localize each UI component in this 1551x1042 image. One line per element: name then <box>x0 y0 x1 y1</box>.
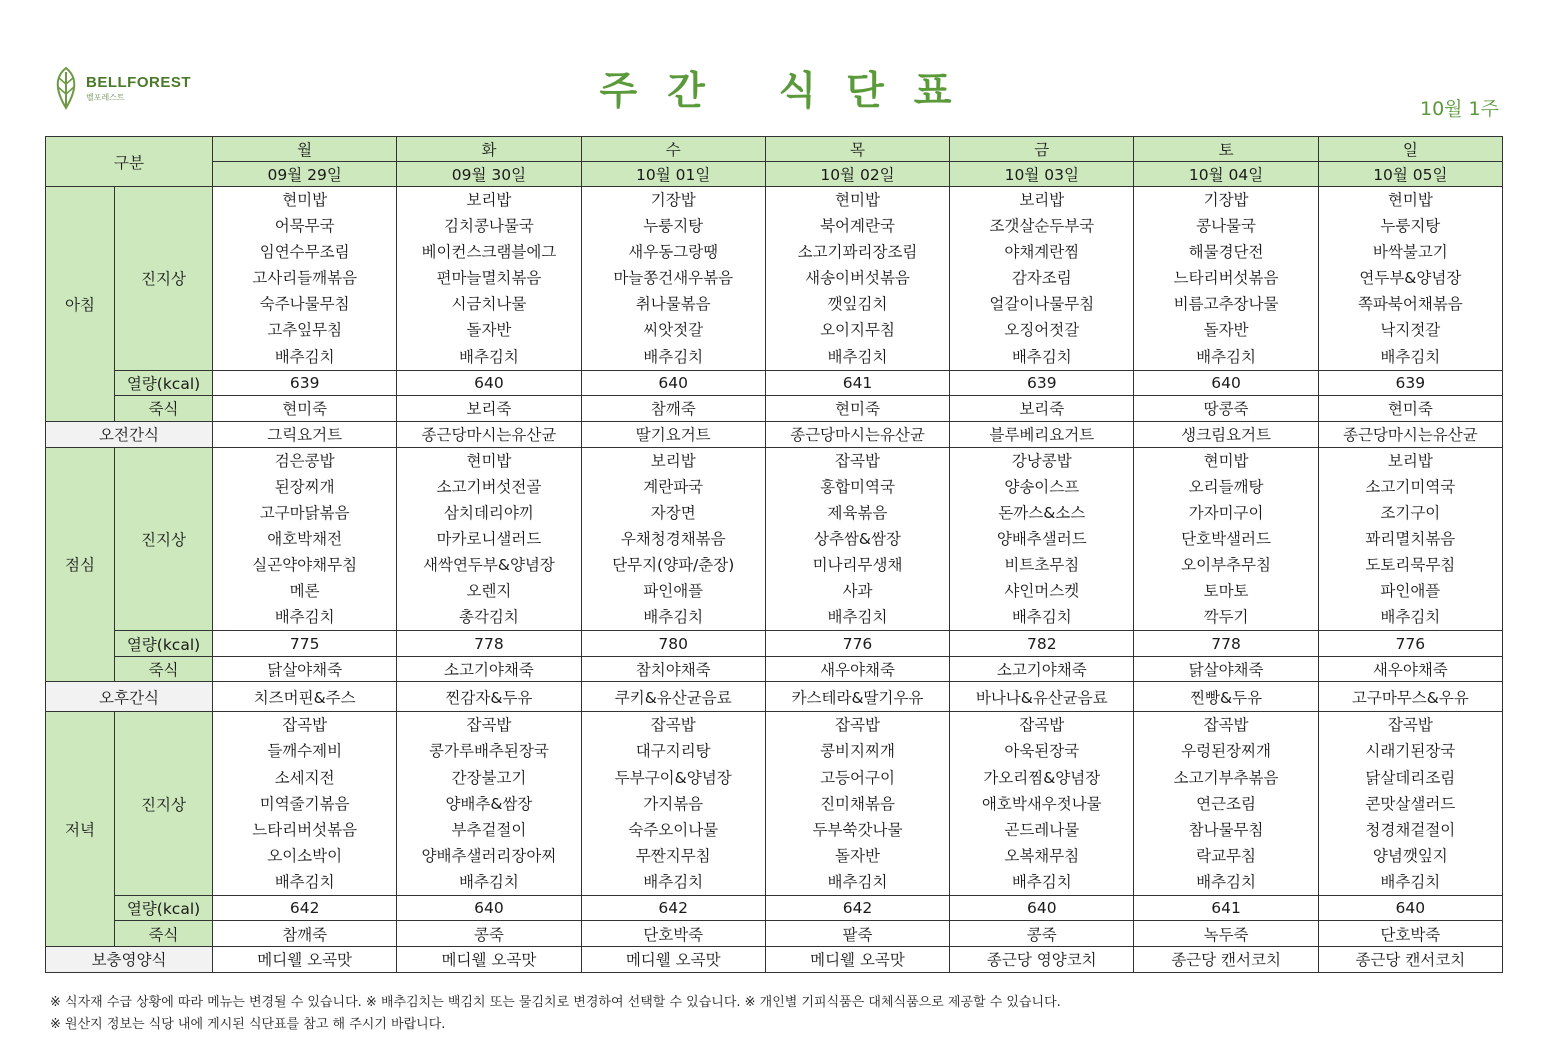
page-title: 주간 식단표 <box>599 69 982 114</box>
menu-item: 잡곡밥 <box>835 716 880 735</box>
menu-item: 소세지전 <box>274 768 335 787</box>
menu-item: 현미밥 <box>835 191 880 209</box>
menu-item: 배추김치 <box>643 608 704 627</box>
menu-item: 소고기버섯전골 <box>436 477 542 496</box>
kcal-value: 640 <box>581 370 765 396</box>
table-row <box>46 396 1503 422</box>
table-row <box>46 712 1503 896</box>
menu-cell <box>397 187 581 371</box>
menu-cell <box>950 712 1134 896</box>
supplement-value: 종근당 캔서코치 <box>1134 946 1318 972</box>
menu-item: 배추김치 <box>1011 872 1072 891</box>
menu-cell <box>213 712 397 896</box>
menu-item: 잡곡밥 <box>1203 716 1249 735</box>
porridge-value: 닭살야채죽 <box>213 656 397 682</box>
menu-item: 연근조림 <box>1196 794 1257 813</box>
menu-item: 비름고추장나물 <box>1173 295 1279 314</box>
menu-cell <box>1318 447 1502 631</box>
menu-item: 소고기미역국 <box>1365 477 1456 496</box>
menu-item: 애호박새우젓나물 <box>981 794 1102 813</box>
menu-item: 바싹불고기 <box>1372 243 1448 262</box>
header-date: 10월 02일 <box>765 162 949 187</box>
menu-item: 마늘쫑건새우볶음 <box>613 269 734 288</box>
row-label-am_snack: 오전간식 <box>46 421 213 447</box>
table-row <box>46 187 1503 371</box>
menu-item: 양배추샐러리장아찌 <box>421 846 557 865</box>
menu-cell <box>213 447 397 631</box>
supplement-value: 메디웰 오곡맛 <box>765 946 949 972</box>
menu-item: 해물경단전 <box>1188 243 1264 262</box>
menu-item: 보리밥 <box>650 451 696 470</box>
kcal-value: 641 <box>765 370 949 396</box>
header-day: 월 <box>213 137 397 162</box>
menu-item: 오징어젓갈 <box>1004 321 1080 340</box>
menu-item: 현미밥 <box>1387 191 1433 209</box>
supplement-value: 종근당 영양코치 <box>950 946 1134 972</box>
kcal-value: 640 <box>397 370 581 396</box>
menu-item: 베이컨스크램블에그 <box>421 243 557 262</box>
menu-item: 강낭콩밥 <box>1011 451 1072 470</box>
porridge-label: 죽식 <box>115 656 213 682</box>
menu-item: 애호박채전 <box>267 529 343 548</box>
kcal-label: 열량(kcal) <box>115 631 213 657</box>
menu-item: 편마늘멸치볶음 <box>436 269 542 288</box>
menu-item: 된장찌개 <box>274 477 335 496</box>
menu-item: 오렌지 <box>466 582 512 601</box>
menu-item: 배추김치 <box>1011 608 1072 627</box>
menu-item: 콩나물국 <box>1196 217 1257 236</box>
menu-cell <box>1318 712 1502 896</box>
pm_snack-value: 찐감자&두유 <box>397 682 581 712</box>
menu-item: 오이소박이 <box>267 846 343 865</box>
menu-item: 홍합미역국 <box>820 477 895 496</box>
menu-item: 배추김치 <box>827 347 888 366</box>
menu-item: 우렁된장찌개 <box>1181 742 1271 761</box>
menu-item: 배추김치 <box>274 347 335 366</box>
menu-item: 얼갈이나물무침 <box>989 295 1095 314</box>
menu-item: 자장면 <box>650 503 696 522</box>
am_snack-value: 종근당마시는유산균 <box>397 421 581 447</box>
menu-item: 배추김치 <box>274 872 335 891</box>
menu-item: 새싹연두부&양념장 <box>423 556 555 575</box>
menu-item: 김치콩나물국 <box>444 217 534 236</box>
kcal-value: 640 <box>1134 370 1318 396</box>
kcal-value: 639 <box>213 370 397 396</box>
menu-item: 북어계란국 <box>820 217 895 236</box>
menu-item: 배추김치 <box>458 872 519 891</box>
kcal-value: 776 <box>1318 631 1502 657</box>
menu-item: 파인애플 <box>643 582 704 601</box>
menu-item: 실곤약야채무침 <box>252 556 358 575</box>
porridge-value: 소고기야채죽 <box>397 656 581 682</box>
menu-item: 보리밥 <box>1387 451 1433 470</box>
menu-item: 소고기꽈리장조림 <box>797 243 918 262</box>
menu-item: 가지볶음 <box>643 794 704 813</box>
menu-item: 누룽지탕 <box>1380 217 1441 236</box>
menu-item: 토마토 <box>1203 582 1249 601</box>
table-row <box>46 656 1503 682</box>
menu-item: 어묵무국 <box>274 217 335 236</box>
menu-cell <box>765 187 949 371</box>
menu-item: 잡곡밥 <box>466 716 512 735</box>
kcal-value: 780 <box>581 631 765 657</box>
menu-item: 배추김치 <box>643 347 704 366</box>
pm_snack-value: 치즈머핀&주스 <box>213 682 397 712</box>
porridge-value: 보리죽 <box>397 396 581 422</box>
table-row <box>46 946 1503 972</box>
kcal-value: 782 <box>950 631 1134 657</box>
menu-item: 배추김치 <box>458 347 519 366</box>
kcal-value: 640 <box>1318 895 1502 921</box>
menu-item: 단호박샐러드 <box>1181 529 1271 548</box>
porridge-value: 팥죽 <box>765 921 949 947</box>
porridge-value: 닭살야채죽 <box>1134 656 1318 682</box>
menu-cell <box>765 447 949 631</box>
menu-item: 가오리찜&양념장 <box>983 768 1101 787</box>
porridge-label: 죽식 <box>115 921 213 947</box>
menu-item: 오이지무침 <box>820 321 895 340</box>
menu-cell <box>581 187 765 371</box>
brand-name: BELLFOREST <box>86 73 191 91</box>
porridge-value: 새우야채죽 <box>765 656 949 682</box>
porridge-value: 참깨죽 <box>581 396 765 422</box>
menu-item: 곤드레나물 <box>1004 820 1080 839</box>
porridge-value: 참깨죽 <box>213 921 397 947</box>
menu-cell <box>1134 447 1318 631</box>
kcal-value: 639 <box>1318 370 1502 396</box>
supplement-value: 메디웰 오곡맛 <box>397 946 581 972</box>
menu-item: 숙주오이나물 <box>628 820 719 839</box>
porridge-value: 단호박죽 <box>1318 921 1502 947</box>
menu-item: 잡곡밥 <box>835 451 880 470</box>
porridge-value: 녹두죽 <box>1134 921 1318 947</box>
supplement-value: 종근당 캔서코치 <box>1318 946 1502 972</box>
porridge-value: 현미죽 <box>213 396 397 422</box>
porridge-value: 땅콩죽 <box>1134 396 1318 422</box>
meal-label-dinner: 저녁 <box>46 712 115 947</box>
row-label-pm_snack: 오후간식 <box>46 682 213 712</box>
menu-cell <box>1134 187 1318 371</box>
kcal-value: 775 <box>213 631 397 657</box>
menu-item: 배추김치 <box>643 872 704 891</box>
brand-sub: 벨포레스트 <box>86 92 125 102</box>
menu-item: 조갯살순두부국 <box>989 217 1095 236</box>
kcal-value: 640 <box>950 895 1134 921</box>
menu-item: 우채청경채볶음 <box>620 529 726 548</box>
header-date: 10월 05일 <box>1318 162 1502 187</box>
header-date: 10월 03일 <box>950 162 1134 187</box>
menu-item: 계란파국 <box>643 477 704 496</box>
menu-item: 돌자반 <box>835 846 880 865</box>
header-day: 목 <box>765 137 949 162</box>
menu-item: 감자조림 <box>1011 269 1072 288</box>
main-label: 진지상 <box>115 447 213 631</box>
am_snack-value: 종근당마시는유산균 <box>765 421 949 447</box>
menu-cell <box>765 712 949 896</box>
menu-cell <box>581 447 765 631</box>
menu-item: 두부쑥갓나물 <box>812 820 903 839</box>
menu-item: 검은콩밥 <box>274 451 335 470</box>
table-row <box>46 631 1503 657</box>
menu-item: 미역줄기볶음 <box>259 794 350 813</box>
menu-item: 배추김치 <box>827 608 888 627</box>
menu-item: 기장밥 <box>1203 191 1249 209</box>
kcal-value: 640 <box>397 895 581 921</box>
menu-item: 콩가루배추된장국 <box>429 742 549 761</box>
menu-item: 느타리버섯볶음 <box>252 820 358 839</box>
header-day: 토 <box>1134 137 1318 162</box>
menu-item: 메론 <box>289 582 320 601</box>
menu-item: 꽈리멸치볶음 <box>1365 529 1456 548</box>
menu-item: 오이부추무침 <box>1181 556 1271 575</box>
menu-item: 잡곡밥 <box>282 716 328 735</box>
menu-item: 잡곡밥 <box>650 716 696 735</box>
menu-item: 느타리버섯볶음 <box>1173 269 1279 288</box>
porridge-value: 단호박죽 <box>581 921 765 947</box>
supplement-value: 메디웰 오곡맛 <box>581 946 765 972</box>
menu-item: 락교무침 <box>1196 846 1257 865</box>
table-row <box>46 921 1503 947</box>
menu-item: 돈까스&소스 <box>998 503 1086 522</box>
menu-item: 돌자반 <box>1203 321 1249 340</box>
menu-cell <box>581 712 765 896</box>
table-row <box>46 370 1503 396</box>
porridge-value: 보리죽 <box>950 396 1134 422</box>
menu-cell <box>950 447 1134 631</box>
menu-item: 취나물볶음 <box>635 295 711 314</box>
porridge-value: 현미죽 <box>765 396 949 422</box>
menu-item: 청경채겉절이 <box>1365 820 1456 839</box>
menu-item: 배추김치 <box>1011 347 1072 366</box>
menu-item: 배추김치 <box>827 872 888 891</box>
header-date: 10월 04일 <box>1134 162 1318 187</box>
menu-item: 배추김치 <box>274 608 335 627</box>
menu-item: 잡곡밥 <box>1019 716 1065 735</box>
porridge-value: 새우야채죽 <box>1318 656 1502 682</box>
menu-item: 배추김치 <box>1196 872 1257 891</box>
week-label: 10월 1주 <box>1419 98 1499 120</box>
menu-item: 무짠지무침 <box>635 846 711 865</box>
menu-item: 총각김치 <box>458 608 519 627</box>
menu-item: 숙주나물무침 <box>259 295 350 314</box>
kcal-value: 641 <box>1134 895 1318 921</box>
kcal-value: 778 <box>1134 631 1318 657</box>
pm_snack-value: 카스테라&딸기우유 <box>765 682 949 712</box>
table-row <box>46 137 1503 162</box>
menu-item: 양배추&쌈장 <box>445 794 533 813</box>
kcal-value: 642 <box>765 895 949 921</box>
pm_snack-value: 찐빵&두유 <box>1134 682 1318 712</box>
menu-item: 대구지리탕 <box>635 742 711 761</box>
menu-item: 단무지(양파/춘장) <box>612 556 735 575</box>
menu-item: 상추쌈&쌈장 <box>814 529 901 548</box>
porridge-label: 죽식 <box>115 396 213 422</box>
kcal-value: 642 <box>213 895 397 921</box>
menu-item: 가자미구이 <box>1188 503 1264 522</box>
menu-item: 야채계란찜 <box>1004 243 1080 262</box>
menu-item: 부추겉절이 <box>451 820 527 839</box>
menu-item: 아욱된장국 <box>1004 742 1080 761</box>
menu-item: 소고기부추볶음 <box>1173 768 1279 787</box>
menu-item: 기장밥 <box>650 191 696 209</box>
menu-item: 삼치데리야끼 <box>444 503 534 522</box>
header-gubun: 구분 <box>46 137 213 187</box>
menu-item: 현미밥 <box>282 191 328 209</box>
am_snack-value: 딸기요거트 <box>581 421 765 447</box>
menu-item: 샤인머스켓 <box>1004 582 1080 601</box>
menu-item: 배추김치 <box>1380 872 1441 891</box>
weekly-menu-table <box>45 136 1503 973</box>
porridge-value: 콩죽 <box>397 921 581 947</box>
menu-item: 배추김치 <box>1196 347 1257 366</box>
menu-item: 오리들깨탕 <box>1188 477 1264 496</box>
menu-item: 시래기된장국 <box>1365 742 1456 761</box>
menu-item: 양배추샐러드 <box>996 529 1087 548</box>
main-label: 진지상 <box>115 187 213 371</box>
menu-cell <box>397 712 581 896</box>
menu-item: 시금치나물 <box>451 295 527 314</box>
menu-item: 도토리묵무침 <box>1365 556 1456 575</box>
menu-item: 배추김치 <box>1380 347 1441 366</box>
menu-cell <box>1134 712 1318 896</box>
meal-label-lunch: 점심 <box>46 447 115 682</box>
menu-item: 들깨수제비 <box>267 742 343 761</box>
menu-item: 고추잎무침 <box>267 321 343 340</box>
note-line: ※ 식자재 수급 상황에 따라 메뉴는 변경될 수 있습니다. ※ 배추김치는 백김치 또는 물김치로 변경하여 선택할 수 있습니다. ※ 개인별 기피식품은 대체식품으로 제공할 수 있습니다. <box>50 995 1061 1010</box>
header-day: 수 <box>581 137 765 162</box>
table-row <box>46 895 1503 921</box>
header-date: 10월 01일 <box>581 162 765 187</box>
header-day: 화 <box>397 137 581 162</box>
am_snack-value: 생크림요거트 <box>1134 421 1318 447</box>
menu-cell <box>213 187 397 371</box>
menu-item: 배추김치 <box>1380 608 1441 627</box>
menu-item: 양념깻잎지 <box>1372 846 1448 865</box>
menu-cell <box>950 187 1134 371</box>
note-line: ※ 원산지 정보는 식당 내에 게시된 식단표를 참고 해 주시기 바랍니다. <box>50 1017 446 1032</box>
am_snack-value: 종근당마시는유산균 <box>1318 421 1502 447</box>
menu-item: 낙지젓갈 <box>1380 321 1441 340</box>
header-day: 일 <box>1318 137 1502 162</box>
menu-item: 현미밥 <box>466 451 512 470</box>
menu-item: 미나리무생채 <box>812 556 903 575</box>
menu-item: 파인애플 <box>1380 582 1441 601</box>
menu-item: 연두부&양념장 <box>1359 269 1462 288</box>
menu-item: 고구마닭볶음 <box>259 503 350 522</box>
menu-item: 콘맛살샐러드 <box>1365 794 1456 813</box>
menu-item: 닭살데리조림 <box>1365 768 1456 787</box>
menu-item: 잡곡밥 <box>1387 716 1433 735</box>
porridge-value: 콩죽 <box>950 921 1134 947</box>
meal-label-breakfast: 아침 <box>46 187 115 422</box>
menu-item: 두부구이&양념장 <box>614 768 732 787</box>
menu-cell <box>397 447 581 631</box>
menu-item: 깻잎김치 <box>827 295 888 314</box>
porridge-value: 소고기야채죽 <box>950 656 1134 682</box>
menu-item: 조기구이 <box>1380 503 1441 522</box>
pm_snack-value: 쿠키&유산균음료 <box>581 682 765 712</box>
menu-item: 콩비지찌개 <box>820 742 895 761</box>
menu-item: 새송이버섯볶음 <box>805 269 910 288</box>
main-label: 진지상 <box>115 712 213 896</box>
menu-item: 깍두기 <box>1203 608 1249 627</box>
menu-item: 참나물무침 <box>1188 820 1264 839</box>
menu-item: 보리밥 <box>466 191 512 209</box>
table-row <box>46 162 1503 187</box>
menu-item: 양송이스프 <box>1004 477 1080 496</box>
menu-cell <box>1318 187 1502 371</box>
menu-item: 보리밥 <box>1019 191 1065 209</box>
table-row <box>46 421 1503 447</box>
am_snack-value: 블루베리요거트 <box>950 421 1134 447</box>
porridge-value: 현미죽 <box>1318 396 1502 422</box>
menu-item: 현미밥 <box>1203 451 1249 470</box>
menu-item: 비트초무침 <box>1004 556 1080 575</box>
menu-item: 오복채무침 <box>1004 846 1080 865</box>
supplement-value: 메디웰 오곡맛 <box>213 946 397 972</box>
menu-item: 진미채볶음 <box>820 794 895 813</box>
menu-item: 돌자반 <box>466 321 512 340</box>
menu-item: 임연수무조림 <box>259 243 350 262</box>
notes <box>50 992 1061 1036</box>
header-date: 09월 29일 <box>213 162 397 187</box>
header-day: 금 <box>950 137 1134 162</box>
row-label-supplement: 보충영양식 <box>46 946 213 972</box>
menu-item: 마카로니샐러드 <box>436 529 542 548</box>
header-date: 09월 30일 <box>397 162 581 187</box>
am_snack-value: 그릭요거트 <box>213 421 397 447</box>
kcal-label: 열량(kcal) <box>115 895 213 921</box>
table-row <box>46 447 1503 631</box>
menu-item: 고사리들깨볶음 <box>252 269 358 288</box>
menu-item: 간장불고기 <box>451 768 527 787</box>
menu-item: 씨앗젓갈 <box>643 321 704 340</box>
porridge-value: 참치야채죽 <box>581 656 765 682</box>
menu-item: 사과 <box>842 582 873 601</box>
menu-item: 새우동그랑땡 <box>628 243 719 262</box>
pm_snack-value: 바나나&유산균음료 <box>950 682 1134 712</box>
kcal-value: 778 <box>397 631 581 657</box>
pm_snack-value: 고구마무스&우유 <box>1318 682 1502 712</box>
kcal-label: 열량(kcal) <box>115 370 213 396</box>
menu-item: 제육볶음 <box>827 503 888 522</box>
kcal-value: 639 <box>950 370 1134 396</box>
menu-item: 누룽지탕 <box>643 217 704 236</box>
menu-item: 고등어구이 <box>820 768 895 787</box>
table-row <box>46 682 1503 712</box>
kcal-value: 642 <box>581 895 765 921</box>
menu-item: 쪽파북어채볶음 <box>1357 295 1463 314</box>
kcal-value: 776 <box>765 631 949 657</box>
